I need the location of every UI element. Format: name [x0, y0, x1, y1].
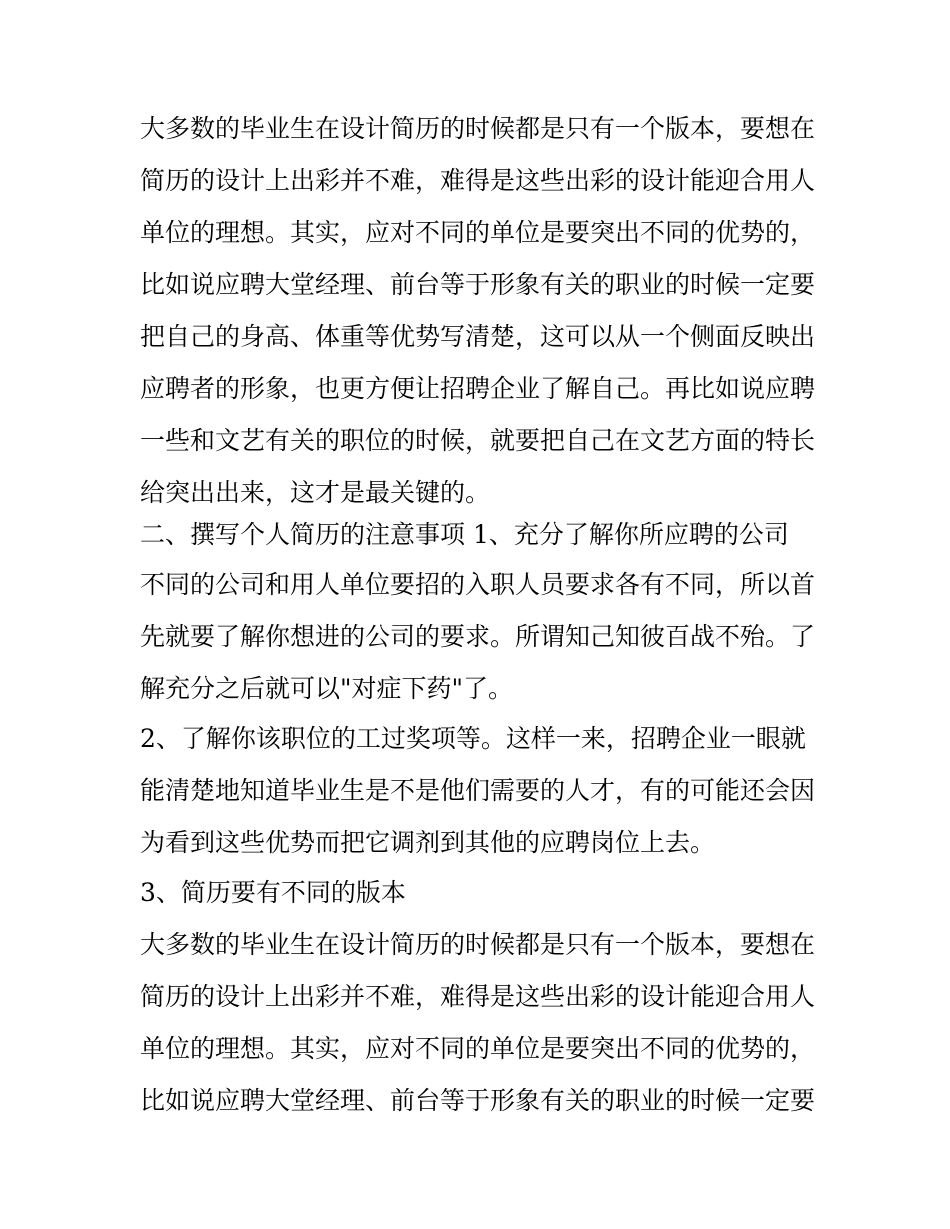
text-line: 解充分之后就可以"对症下药"了。 — [140, 674, 513, 703]
text-line: 不同的公司和用人单位要招的入职人员要求各有不同，所以首 — [140, 570, 816, 599]
text-line: 简历的设计上出彩并不难，难得是这些出彩的设计能迎合用人 — [140, 166, 816, 195]
text-line: 把自己的身高、体重等优势写清楚，这可以从一个侧面反映出 — [140, 322, 816, 351]
text-line: 为看到这些优势而把它调剂到其他的应聘岗位上去。 — [140, 828, 716, 857]
text-line: 能清楚地知道毕业生是不是他们需要的人才，有的可能还会因 — [140, 776, 816, 805]
text-line: 单位的理想。其实，应对不同的单位是要突出不同的优势的， — [140, 218, 816, 247]
section-heading: 二、撰写个人简历的注意事项 1、充分了解你所应聘的公司 — [140, 520, 789, 549]
text-line: 2、了解你该职位的工过奖项等。这样一来，招聘企业一眼就 — [140, 724, 806, 753]
text-line: 一些和文艺有关的职位的时候，就要把自己在文艺方面的特长 — [140, 426, 816, 455]
text-line: 大多数的毕业生在设计简历的时候都是只有一个版本，要想在 — [140, 114, 816, 143]
section-heading: 3、简历要有不同的版本 — [140, 878, 406, 907]
text-line: 比如说应聘大堂经理、前台等于形象有关的职业的时候一定要 — [140, 270, 816, 299]
text-line: 大多数的毕业生在设计简历的时候都是只有一个版本，要想在 — [140, 930, 816, 959]
text-line: 应聘者的形象，也更方便让招聘企业了解自己。再比如说应聘 — [140, 374, 816, 403]
text-line: 简历的设计上出彩并不难，难得是这些出彩的设计能迎合用人 — [140, 982, 816, 1011]
text-line: 给突出出来，这才是最关键的。 — [140, 478, 491, 507]
text-line: 比如说应聘大堂经理、前台等于形象有关的职业的时候一定要 — [140, 1086, 816, 1115]
text-line: 单位的理想。其实，应对不同的单位是要突出不同的优势的， — [140, 1034, 816, 1063]
text-line: 先就要了解你想进的公司的要求。所谓知己知彼百战不殆。了 — [140, 622, 816, 651]
